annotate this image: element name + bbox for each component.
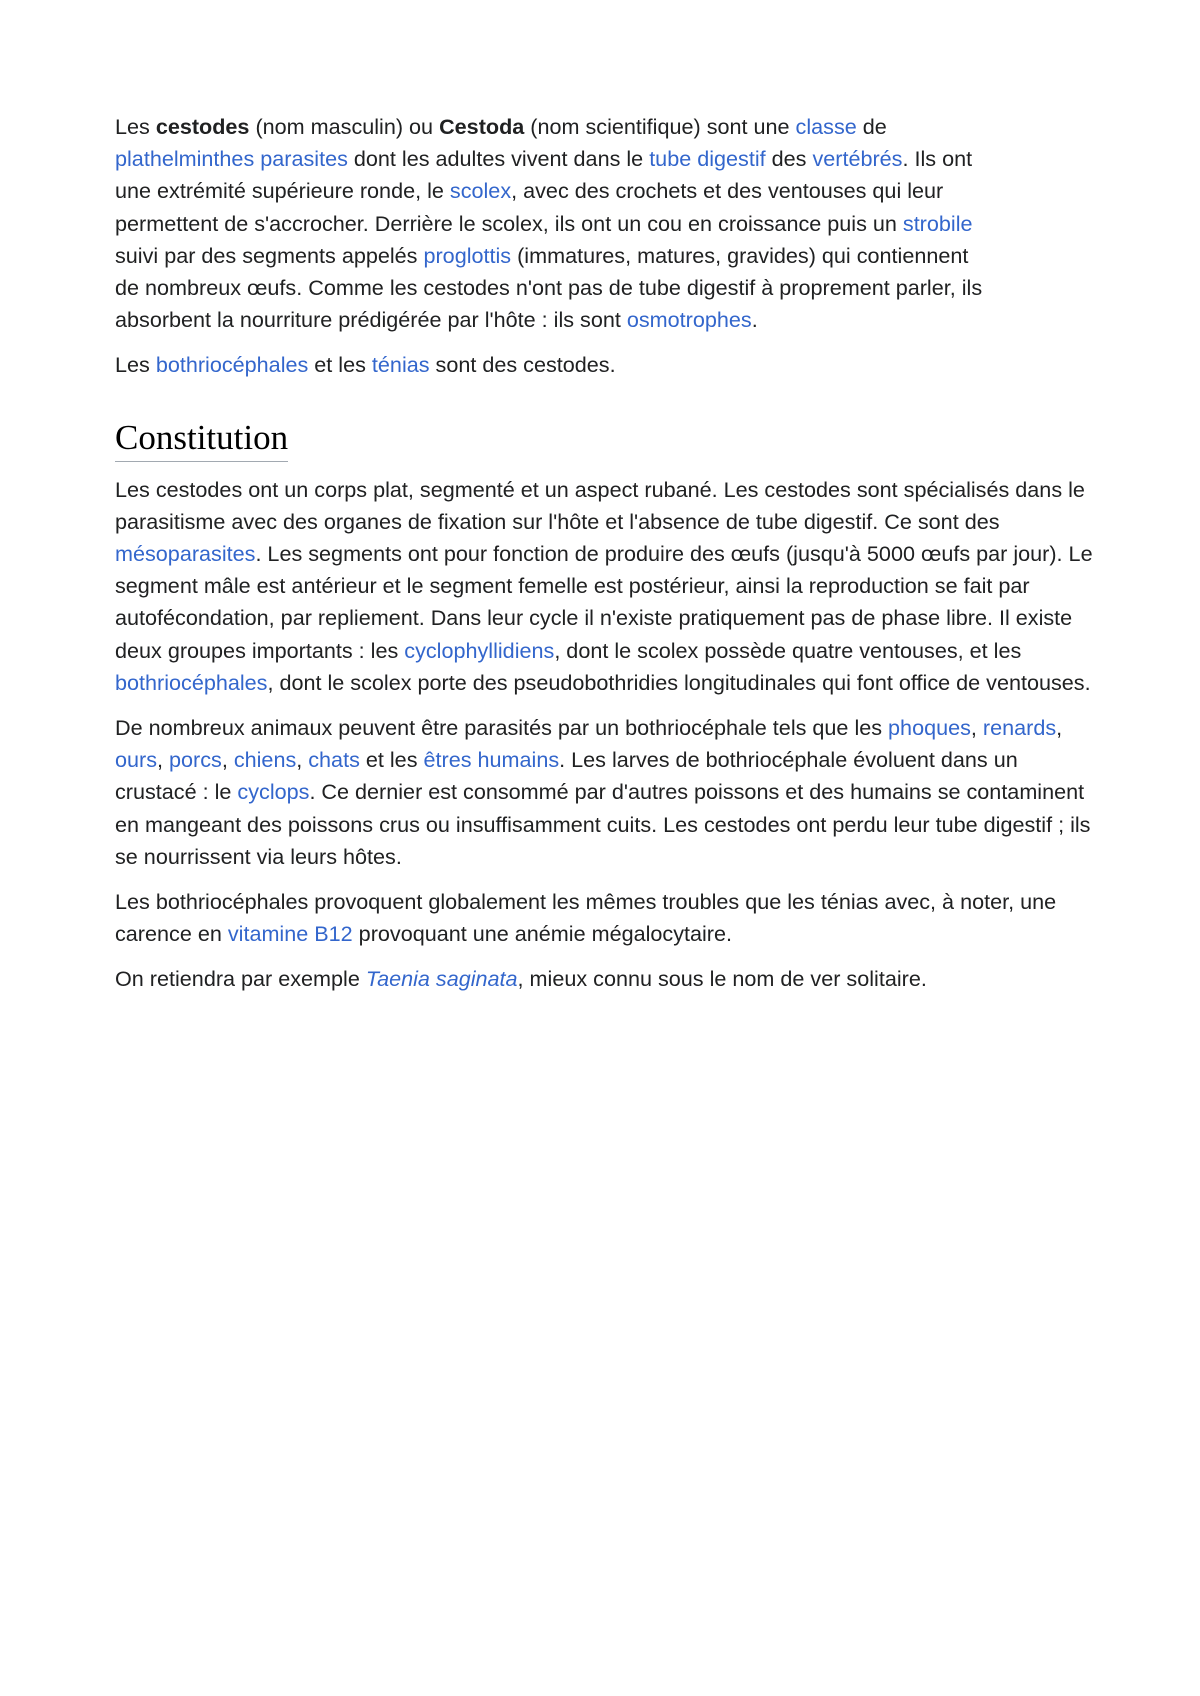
- text: Les: [115, 352, 156, 378]
- link-vitamine-b12[interactable]: vitamine B12: [227, 921, 353, 947]
- text: , mieux connu sous le nom de ver solitaire.: [517, 966, 927, 992]
- text: ,: [221, 747, 234, 773]
- text: . Les segments ont pour fonction de produire des œufs (jusqu'à 5000 œufs par jour). Le segment mâle est antérieur et le segment femelle est postérieur, ainsi la reproduction se fait par autofécondation, par repliement. Dans leur cycle il n'existe pratiquement pas de phase libre. Il existe deux groupes importants : les: [115, 541, 1093, 663]
- text: (immatures, matures, gravides) qui contiennent de nombreux œufs. Comme les cestodes n'ont pas de tube digestif à proprement parler, ils absorbent la nourriture prédigérée par l'hôte : ils sont: [115, 242, 983, 333]
- bold-term-cestodes: cestodes: [155, 114, 250, 139]
- link-chats[interactable]: chats: [308, 747, 360, 773]
- text: et les: [359, 747, 424, 773]
- link-classe[interactable]: classe: [795, 114, 857, 139]
- link-etres-humains[interactable]: êtres humains: [423, 747, 560, 773]
- hosts-paragraph: [115, 712, 1095, 873]
- text: . Ils ont une extrémité supérieure ronde, le: [115, 146, 973, 204]
- link-vertebres[interactable]: vertébrés: [812, 146, 903, 172]
- link-cyclops[interactable]: cyclops: [237, 779, 310, 805]
- text: , avec des crochets et des ventouses qui leur permettent de s'accrocher. Derrière le scolex, ils ont un cou en croissance puis un: [115, 178, 944, 236]
- link-strobile[interactable]: strobile: [902, 210, 973, 236]
- text: . Ce dernier est consommé par d'autres poissons et des humains se contaminent en mangeant des poissons crus ou insuffisamment cuits. Les cestodes ont perdu leur tube digestif ; ils se nourrissent via leurs hôtes.: [115, 779, 1091, 869]
- link-phoques[interactable]: phoques: [888, 715, 971, 741]
- link-mesoparasites[interactable]: mésoparasites: [115, 541, 256, 567]
- link-parasites[interactable]: parasites: [260, 146, 348, 172]
- link-bothriocephales[interactable]: bothriocéphales: [155, 352, 309, 378]
- text: De nombreux animaux peuvent être parasités par un bothriocéphale tels que les: [115, 715, 889, 741]
- link-tenias[interactable]: ténias: [371, 352, 430, 378]
- example-paragraph: [115, 963, 1095, 995]
- link-scolex[interactable]: scolex: [449, 178, 512, 204]
- text: On retiendra par exemple: [115, 966, 366, 992]
- text: Les cestodes ont un corps plat, segmenté et un aspect rubané. Les cestodes sont spécialisés dans le parasitisme avec des organes de fixation sur l'hôte et l'absence de tube digestif. Ce sont des: [115, 476, 1085, 534]
- link-chiens[interactable]: chiens: [233, 747, 297, 773]
- link-tube-digestif[interactable]: tube digestif: [649, 146, 766, 172]
- text: suivi par des segments appelés: [115, 242, 424, 268]
- text: ,: [970, 715, 983, 741]
- text: Les: [115, 114, 156, 139]
- link-renards[interactable]: renards: [982, 715, 1057, 741]
- symptoms-paragraph: [115, 886, 1095, 950]
- text: ,: [157, 747, 170, 773]
- text: ,: [1056, 715, 1063, 741]
- bothriocephales-paragraph: [115, 349, 1095, 381]
- text: , dont le scolex possède quatre ventouses, et les: [554, 637, 1022, 663]
- link-plathelminthes[interactable]: plathelminthes: [115, 146, 255, 172]
- article-body: [115, 111, 1095, 1009]
- link-taenia-saginata[interactable]: Taenia saginata: [365, 966, 518, 992]
- text: de: [856, 114, 887, 139]
- link-ours[interactable]: ours: [115, 747, 158, 773]
- text: sont des cestodes.: [429, 352, 616, 378]
- text: (nom scientifique) sont une: [524, 114, 796, 139]
- text: .: [751, 307, 758, 333]
- constitution-paragraph: [115, 474, 1095, 699]
- text: et les: [308, 352, 372, 378]
- link-osmotrophes[interactable]: osmotrophes: [626, 307, 752, 333]
- text: Les bothriocéphales provoquent globalement les mêmes troubles que les ténias avec, à noter, une carence en: [115, 889, 1057, 947]
- section-heading-constitution: Constitution: [115, 417, 288, 462]
- text: ,: [296, 747, 309, 773]
- text: (nom masculin) ou: [249, 114, 440, 139]
- link-bothriocephales[interactable]: bothriocéphales: [115, 669, 268, 695]
- link-cyclophyllidiens[interactable]: cyclophyllidiens: [404, 637, 555, 663]
- text: , dont le scolex porte des pseudobothridies longitudinales qui font office de ventouses.: [267, 669, 1091, 695]
- text: des: [765, 146, 813, 172]
- link-proglottis[interactable]: proglottis: [423, 242, 512, 268]
- link-porcs[interactable]: porcs: [169, 747, 222, 773]
- text: . Les larves de bothriocéphale évoluent dans un crustacé : le: [115, 747, 1018, 805]
- intro-paragraph: [115, 111, 985, 336]
- text: provoquant une anémie mégalocytaire.: [352, 921, 733, 947]
- text: dont les adultes vivent dans le: [347, 146, 650, 172]
- bold-term-cestoda: Cestoda: [439, 114, 525, 139]
